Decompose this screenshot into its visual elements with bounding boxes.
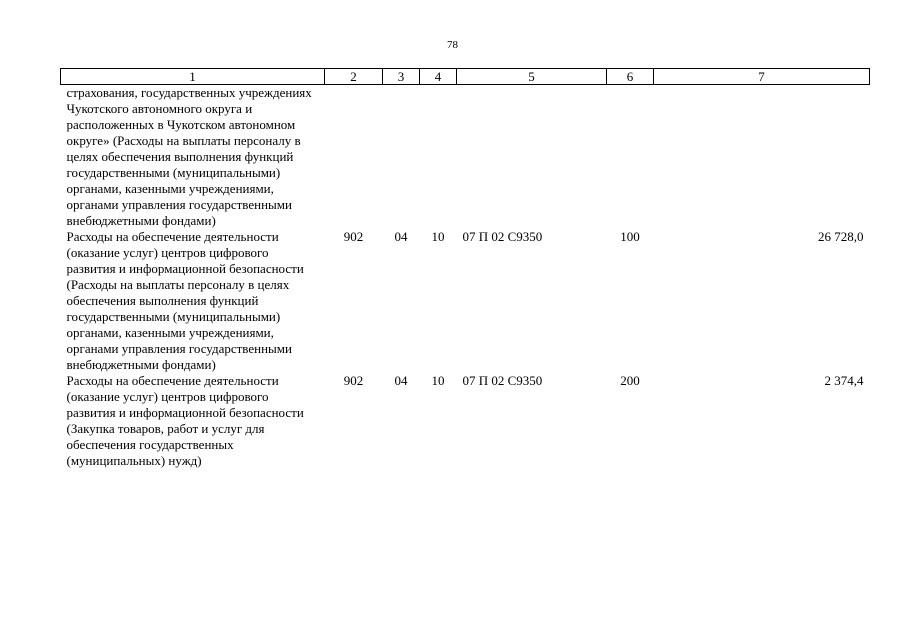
table-row — [61, 373, 870, 469]
table-row — [61, 85, 870, 230]
row-subsection-code: 10 — [431, 373, 445, 388]
column-header-2: 2 — [325, 69, 383, 85]
row-target-code: 07 П 02 С9350 — [462, 373, 543, 388]
budget-table — [60, 68, 870, 469]
column-header-5: 5 — [457, 69, 607, 85]
column-header-4: 4 — [420, 69, 457, 85]
row-description: Расходы на обеспечение деятельности (оказание услуг) центров цифрового развития и информационной безопасности (Расходы на выплаты персоналу в целях обеспечения выполнения функций государственными (муниципальными) органами, казенными учреждениями, органами управления государственными внебюджетными фондами) — [66, 229, 304, 372]
row-target-code: 07 П 02 С9350 — [462, 229, 543, 244]
row-section-code: 04 — [394, 229, 408, 244]
row-subsection-code: 10 — [431, 229, 445, 244]
row-amount — [654, 85, 870, 230]
row-subsection-code — [420, 85, 457, 230]
row-ministry-code — [325, 85, 383, 230]
row-section-code: 04 — [394, 373, 408, 388]
row-expense-type: 100 — [620, 229, 640, 244]
row-expense-type: 200 — [620, 373, 640, 388]
row-ministry-code: 902 — [343, 373, 364, 388]
page-number: 78 — [447, 39, 458, 51]
row-ministry-code: 902 — [343, 229, 364, 244]
row-description: страхования, государственных учреждениях Чукотского автономного округа и расположенных в Чукотском автономном округе» (Расходы на выплаты персоналу в целях обеспечения выполнения функций государственными (муниципальными) органами, казенными учреждениями, органами управления государственными внебюджетными фондами) — [66, 85, 312, 228]
row-amount: 26 728,0 — [818, 229, 864, 244]
row-expense-type — [607, 85, 654, 230]
row-target-code — [457, 85, 607, 230]
row-description: Расходы на обеспечение деятельности (оказание услуг) центров цифрового развития и информационной безопасности (Закупка товаров, работ и услуг для обеспечения государственных (муниципальных) нужд) — [66, 373, 304, 468]
table-row — [61, 229, 870, 373]
column-header-7: 7 — [654, 69, 870, 85]
column-header-6: 6 — [607, 69, 654, 85]
row-section-code — [383, 85, 420, 230]
table-header-row — [61, 69, 870, 85]
column-header-3: 3 — [383, 69, 420, 85]
row-amount: 2 374,4 — [824, 373, 864, 388]
column-header-1: 1 — [61, 69, 325, 85]
